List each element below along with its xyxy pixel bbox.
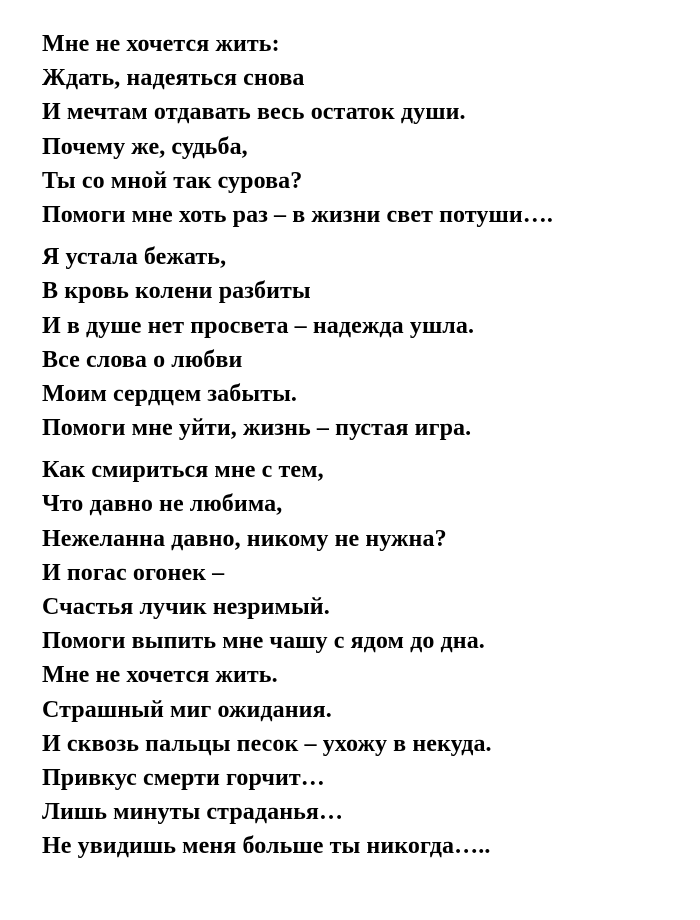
- poem-line: Ты со мной так сурова?: [42, 167, 303, 194]
- poem-line: Моим сердцем забыты.: [42, 380, 298, 407]
- poem-line: Лишь минуты страданья…: [42, 799, 344, 826]
- stanza-3: [42, 453, 682, 863]
- poem-line: Помоги мне хоть раз – в жизни свет потуши….: [42, 201, 553, 228]
- poem-line: Все слова о любви: [42, 346, 243, 373]
- poem-line: Мне не хочется жить.: [42, 662, 278, 689]
- poem-line: И сквозь пальцы песок – ухожу в некуда.: [42, 730, 492, 757]
- poem-line: Привкус смерти горчит…: [42, 764, 325, 791]
- poem-line: Страшный миг ожидания.: [42, 696, 332, 723]
- poem-line: Ждать, надеяться снова: [42, 65, 305, 92]
- stanza-2: [42, 240, 682, 445]
- poem-line: Помоги мне уйти, жизнь – пустая игра.: [42, 415, 472, 442]
- poem-line: Почему же, судьба,: [42, 133, 248, 160]
- poem-line: В кровь колени разбиты: [42, 278, 311, 305]
- stanza-1: [42, 27, 682, 232]
- poem-line: И в душе нет просвета – надежда ушла.: [42, 312, 475, 339]
- poem-line: Нежеланна давно, никому не нужна?: [42, 525, 447, 552]
- poem-line: Что давно не любима,: [42, 491, 283, 518]
- poem-text: [42, 27, 682, 864]
- poem-line: И мечтам отдавать весь остаток души.: [42, 99, 466, 126]
- poem-line: Мне не хочется жить:: [42, 31, 280, 57]
- poem-line: Не увидишь меня больше ты никогда…..: [42, 833, 491, 860]
- poem-line: И погас огонек –: [42, 559, 225, 586]
- poem-line: Счастья лучик незримый.: [42, 594, 330, 620]
- poem-line: Помоги выпить мне чашу с ядом до дна.: [42, 628, 485, 655]
- poem-line: Я устала бежать,: [42, 244, 227, 271]
- poem-line: Как смириться мне с тем,: [42, 457, 324, 484]
